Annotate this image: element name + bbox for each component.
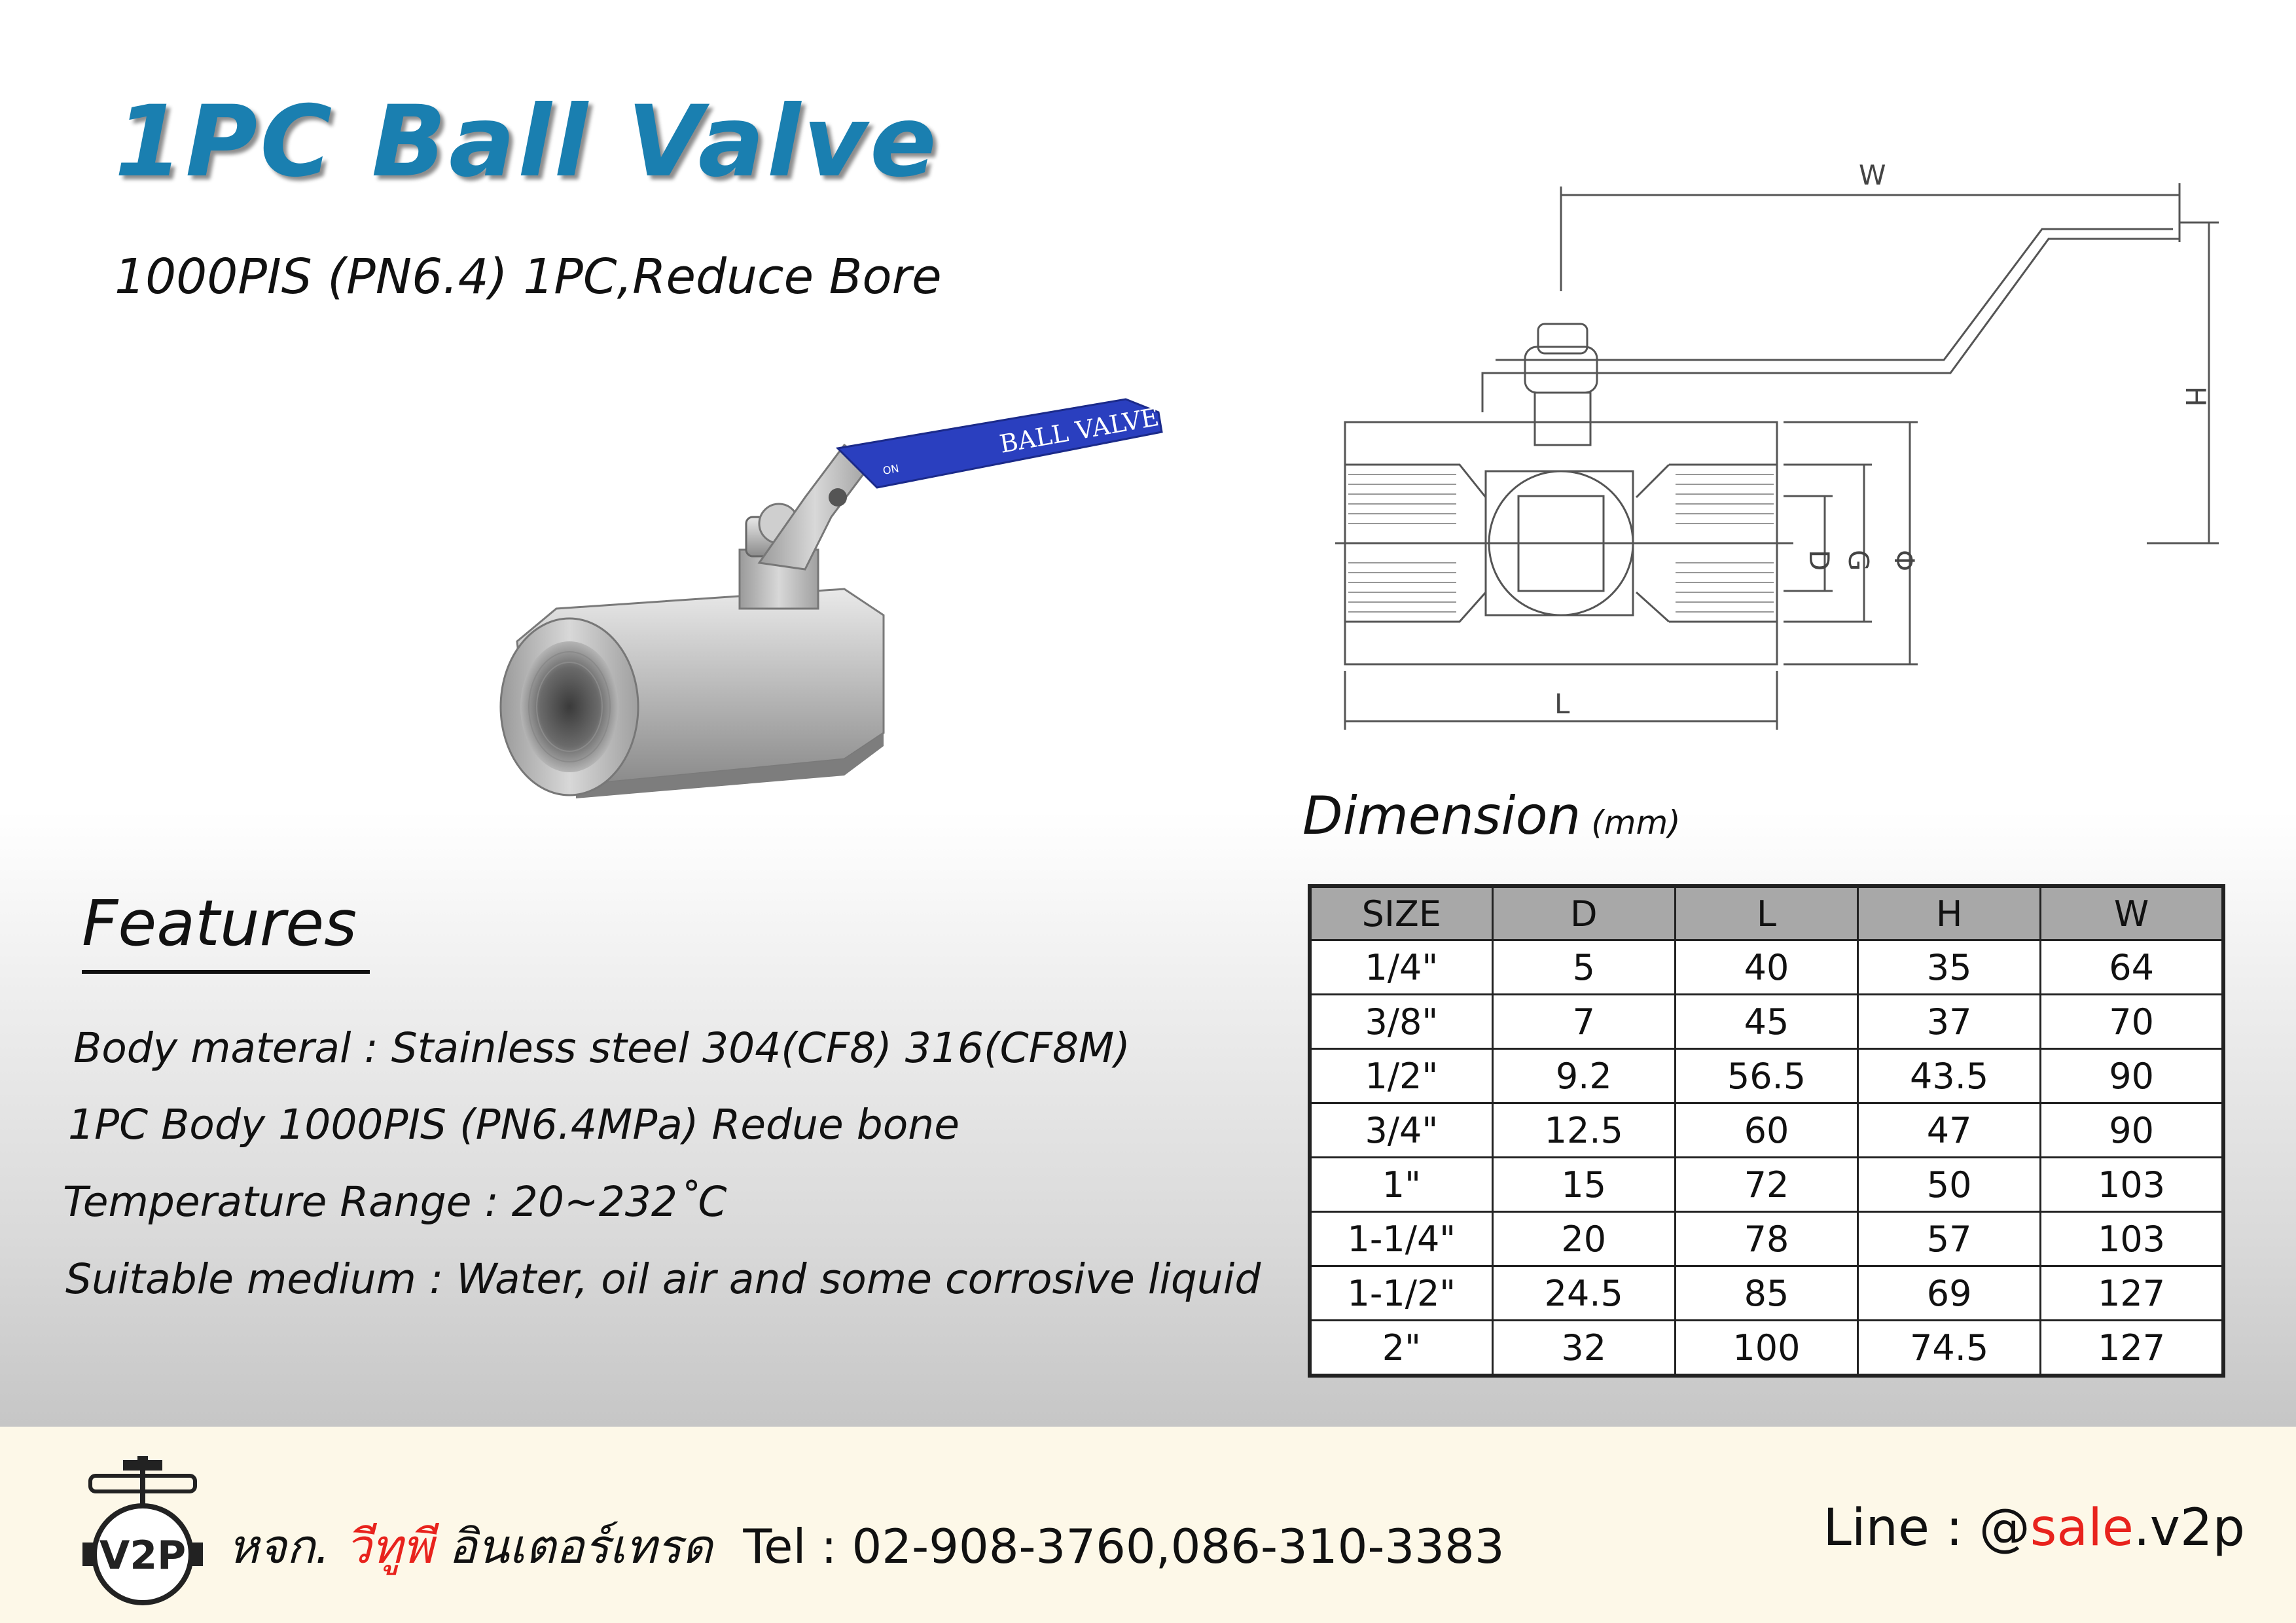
table-cell: 1/4" (1310, 940, 1492, 995)
table-cell: 127 (2041, 1266, 2223, 1321)
company-prefix: หจก. (228, 1519, 331, 1574)
table-cell: 57 (1858, 1212, 2041, 1266)
table-cell: 103 (2041, 1158, 2223, 1212)
table-cell: 90 (2041, 1049, 2223, 1103)
dimension-title (1302, 785, 1681, 846)
table-cell: 69 (1858, 1266, 2041, 1321)
column-header: H (1858, 886, 2041, 940)
table-row (1310, 995, 2223, 1049)
feature-item: Temperature Range : 20~232˚C (63, 1178, 727, 1226)
table-cell: 100 (1675, 1321, 1857, 1376)
label-h: H (2179, 386, 2212, 407)
table-cell: 78 (1675, 1212, 1857, 1266)
table-cell: 35 (1858, 940, 2041, 995)
table-cell: 50 (1858, 1158, 2041, 1212)
table-cell: 60 (1675, 1103, 1857, 1158)
table-cell: 2" (1310, 1321, 1492, 1376)
table-cell: 85 (1675, 1266, 1857, 1321)
table-row (1310, 1158, 2223, 1212)
column-header: D (1492, 886, 1675, 940)
table-cell: 64 (2041, 940, 2223, 995)
handle-on-label: ON (882, 461, 900, 477)
table-cell: 74.5 (1858, 1321, 2041, 1376)
table-cell: 9.2 (1492, 1049, 1675, 1103)
company-name: วีทูพี (345, 1519, 434, 1574)
table-row (1310, 1321, 2223, 1376)
logo-text: V2P (99, 1533, 187, 1578)
dimension-title-text: Dimension (1302, 785, 1581, 846)
column-header: W (2041, 886, 2223, 940)
table-header-row (1310, 886, 2223, 940)
column-header: L (1675, 886, 1857, 940)
table-cell: 5 (1492, 940, 1675, 995)
table-cell: 7 (1492, 995, 1675, 1049)
line-contact (1823, 1499, 2245, 1558)
table-row (1310, 1212, 2223, 1266)
dimension-unit: (mm) (1591, 804, 1681, 842)
table-cell: 127 (2041, 1321, 2223, 1376)
table-cell: 3/8" (1310, 995, 1492, 1049)
feature-item: Suitable medium : Water, oil air and some corrosive liquid (65, 1255, 1261, 1303)
dimension-table (1308, 884, 2225, 1378)
table-cell: 12.5 (1492, 1103, 1675, 1158)
label-l: L (1554, 688, 1570, 720)
table-cell: 43.5 (1858, 1049, 2041, 1103)
line-suffix: .v2p (2133, 1499, 2245, 1558)
table-cell: 40 (1675, 940, 1857, 995)
page-subtitle: 1000PIS (PN6.4) 1PC,Reduce Bore (115, 249, 942, 305)
label-w: W (1859, 159, 1886, 191)
label-d: D (1803, 550, 1835, 571)
table-cell: 103 (2041, 1212, 2223, 1266)
table-cell: 47 (1858, 1103, 2041, 1158)
features-title: Features (82, 887, 357, 960)
line-highlight: sale (2030, 1499, 2134, 1558)
table-cell: 1-1/2" (1310, 1266, 1492, 1321)
v2p-logo-icon (77, 1456, 208, 1607)
table-cell: 1/2" (1310, 1049, 1492, 1103)
column-header: SIZE (1310, 886, 1492, 940)
table-cell: 45 (1675, 995, 1857, 1049)
table-cell: 1-1/4" (1310, 1212, 1492, 1266)
page-title: 1PC Ball Valve (115, 85, 939, 199)
features-underline (82, 970, 370, 974)
company-telephone: Tel : 02-908-3760,086-310-3383 (743, 1519, 1505, 1574)
handle-off-label: OFF (887, 485, 910, 501)
table-cell: 70 (2041, 995, 2223, 1049)
table-row (1310, 1049, 2223, 1103)
footer-company-contact (228, 1508, 1505, 1584)
table-cell: 24.5 (1492, 1266, 1675, 1321)
table-cell: 15 (1492, 1158, 1675, 1212)
table-row (1310, 1266, 2223, 1321)
label-phi: Φ (1888, 550, 1920, 572)
feature-item: 1PC Body 1000PIS (PN6.4MPa) Redue bone (68, 1101, 960, 1149)
ball-valve-photo (478, 393, 1172, 851)
handle-text: BALL VALVE (997, 402, 1161, 459)
table-cell: 1" (1310, 1158, 1492, 1212)
company-suffix: อินเตอร์เทรด (448, 1519, 713, 1574)
feature-item: Body materal : Stainless steel 304(CF8) 316(CF8M) (73, 1024, 1130, 1072)
table-cell: 20 (1492, 1212, 1675, 1266)
table-row (1310, 1103, 2223, 1158)
label-g: G (1842, 550, 1874, 571)
table-cell: 32 (1492, 1321, 1675, 1376)
table-cell: 56.5 (1675, 1049, 1857, 1103)
table-row (1310, 940, 2223, 995)
line-prefix: Line : @ (1823, 1499, 2030, 1558)
table-cell: 3/4" (1310, 1103, 1492, 1158)
valve-dimension-drawing (1309, 157, 2251, 746)
table-cell: 37 (1858, 995, 2041, 1049)
table-cell: 72 (1675, 1158, 1857, 1212)
table-cell: 90 (2041, 1103, 2223, 1158)
